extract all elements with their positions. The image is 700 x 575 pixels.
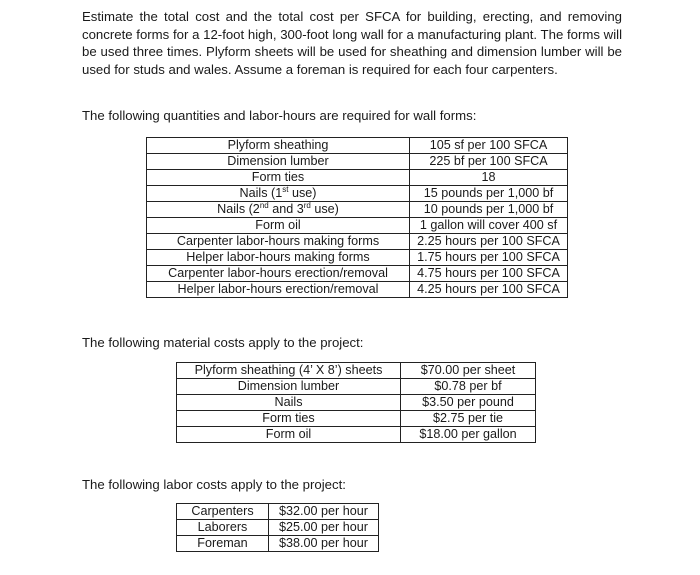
table-row: [147, 202, 568, 218]
item-cell: Foreman: [177, 536, 269, 552]
item-cell: Nails: [177, 395, 401, 411]
item-cell: Form oil: [147, 218, 410, 234]
value-cell: 105 sf per 100 SFCA: [410, 138, 568, 154]
value-cell: 225 bf per 100 SFCA: [410, 154, 568, 170]
table-row: [177, 363, 536, 379]
table-row: [177, 379, 536, 395]
table-row: [177, 504, 379, 520]
item-cell: [147, 186, 410, 202]
item-text: and 3: [268, 202, 304, 217]
item-text: Nails (1: [239, 186, 283, 201]
table-row: [147, 218, 568, 234]
value-cell: 1 gallon will cover 400 sf: [410, 218, 568, 234]
table-row: [147, 250, 568, 266]
value-cell: $0.78 per bf: [401, 379, 536, 395]
table-row: [177, 411, 536, 427]
item-cell: Dimension lumber: [177, 379, 401, 395]
ordinal-suffix: nd: [259, 201, 269, 211]
value-cell: $32.00 per hour: [269, 504, 379, 520]
item-cell: Form ties: [147, 170, 410, 186]
item-cell: Carpenters: [177, 504, 269, 520]
table-row: [177, 395, 536, 411]
item-cell: Dimension lumber: [147, 154, 410, 170]
ordinal-suffix: rd: [303, 201, 311, 211]
table-row: [147, 234, 568, 250]
item-text: use): [310, 202, 339, 217]
labor-heading: The following labor costs apply to the project:: [82, 477, 346, 492]
item-cell: Carpenter labor-hours erection/removal: [147, 266, 410, 282]
value-cell: $3.50 per pound: [401, 395, 536, 411]
item-cell: Form oil: [177, 427, 401, 443]
value-cell: 10 pounds per 1,000 bf: [410, 202, 568, 218]
table-row: [177, 520, 379, 536]
table-row: [147, 266, 568, 282]
labor-costs-table: [176, 503, 379, 552]
item-cell: Carpenter labor-hours making forms: [147, 234, 410, 250]
material-costs-table: [176, 362, 536, 443]
item-cell: Laborers: [177, 520, 269, 536]
value-cell: $25.00 per hour: [269, 520, 379, 536]
table-row: [147, 154, 568, 170]
item-cell: Helper labor-hours erection/removal: [147, 282, 410, 298]
value-cell: $70.00 per sheet: [401, 363, 536, 379]
item-text: Nails (2: [217, 202, 260, 217]
table-row: [147, 186, 568, 202]
item-cell: Form ties: [177, 411, 401, 427]
value-cell: $2.75 per tie: [401, 411, 536, 427]
value-cell: 15 pounds per 1,000 bf: [410, 186, 568, 202]
item-cell: [147, 202, 410, 218]
value-cell: 4.25 hours per 100 SFCA: [410, 282, 568, 298]
table-row: [147, 138, 568, 154]
table-row: [147, 282, 568, 298]
problem-statement: Estimate the total cost and the total cost per SFCA for building, erecting, and removing concrete forms for a 12-foot high, 300-foot long wall for a manufacturing plant. The forms will be used three times. Plyform sheets will be used for sheathing and dimension lumber will be used for studs and wales. Assume a foreman is required for each four carpenters.: [82, 9, 622, 77]
quantities-table: [146, 137, 568, 298]
quantities-heading: The following quantities and labor-hours are required for wall forms:: [82, 108, 477, 123]
table-row: [177, 427, 536, 443]
value-cell: $38.00 per hour: [269, 536, 379, 552]
value-cell: 18: [410, 170, 568, 186]
item-cell: Plyform sheathing: [147, 138, 410, 154]
ordinal-suffix: st: [282, 185, 289, 195]
item-cell: Helper labor-hours making forms: [147, 250, 410, 266]
item-text: use): [288, 186, 317, 201]
table-row: [177, 536, 379, 552]
table-row: [147, 170, 568, 186]
value-cell: 2.25 hours per 100 SFCA: [410, 234, 568, 250]
value-cell: $18.00 per gallon: [401, 427, 536, 443]
materials-heading: The following material costs apply to the project:: [82, 335, 364, 350]
value-cell: 1.75 hours per 100 SFCA: [410, 250, 568, 266]
value-cell: 4.75 hours per 100 SFCA: [410, 266, 568, 282]
item-cell: Plyform sheathing (4’ X 8’) sheets: [177, 363, 401, 379]
